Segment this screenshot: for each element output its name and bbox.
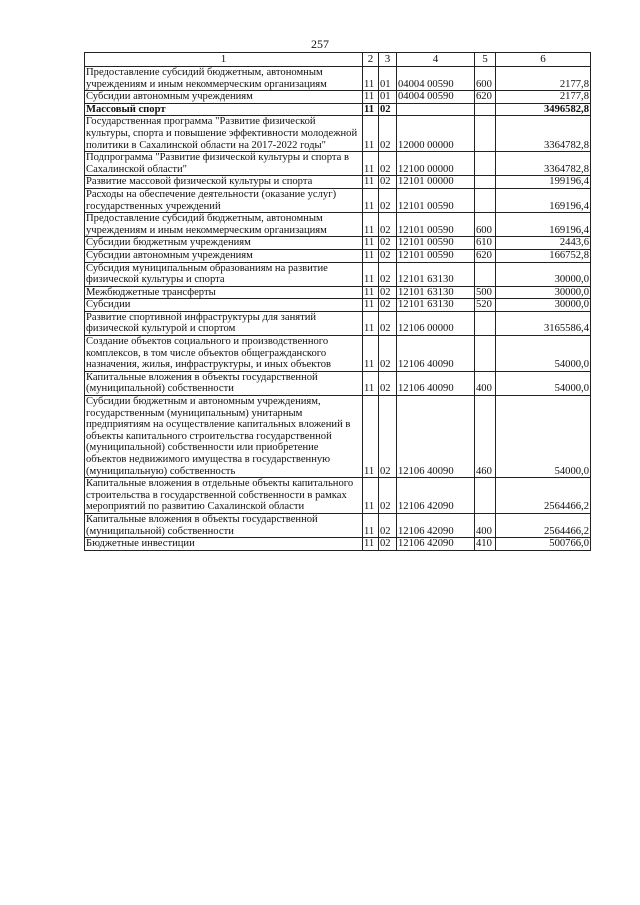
row-target-code-cell [397,103,475,116]
row-expense-type-cell [475,478,496,514]
header-col-6: 6 [496,53,591,67]
row-subsection-cell: 02 [379,286,397,299]
row-section-cell: 11 [363,188,379,212]
row-target-code-cell: 12101 00590 [397,249,475,262]
row-amount-cell: 3165586,4 [496,311,591,335]
row-subsection-cell: 02 [379,176,397,189]
row-subsection-cell: 01 [379,67,397,91]
row-subsection-cell: 02 [379,396,397,478]
row-expense-type-cell: 620 [475,249,496,262]
row-expense-type-cell [475,176,496,189]
row-target-code-cell: 12106 40090 [397,396,475,478]
row-subsection-cell: 02 [379,262,397,286]
table-row [85,213,591,237]
row-expense-type-cell [475,188,496,212]
row-section-cell: 11 [363,299,379,312]
row-name-cell: Развитие массовой физической культуры и спорта [85,176,363,189]
table-row [85,103,591,116]
table-row [85,188,591,212]
table-row [85,538,591,551]
row-expense-type-cell: 610 [475,237,496,250]
row-name-cell: Капитальные вложения в объекты государственной (муниципальной) собственности [85,513,363,537]
row-section-cell: 11 [363,396,379,478]
table-row [85,67,591,91]
table-row [85,286,591,299]
row-section-cell: 11 [363,371,379,395]
row-target-code-cell: 12101 00590 [397,213,475,237]
row-expense-type-cell [475,116,496,152]
row-expense-type-cell: 600 [475,213,496,237]
row-target-code-cell: 12106 42090 [397,513,475,537]
row-section-cell: 11 [363,237,379,250]
row-target-code-cell: 12106 00000 [397,311,475,335]
row-expense-type-cell: 520 [475,299,496,312]
table-header-row [85,53,591,67]
table-row [85,311,591,335]
row-section-cell: 11 [363,176,379,189]
row-amount-cell: 2564466,2 [496,513,591,537]
row-amount-cell: 2177,8 [496,67,591,91]
table-row [85,91,591,104]
row-expense-type-cell: 500 [475,286,496,299]
row-expense-type-cell: 620 [475,91,496,104]
row-subsection-cell: 01 [379,91,397,104]
row-amount-cell: 30000,0 [496,299,591,312]
row-amount-cell: 199196,4 [496,176,591,189]
row-section-cell: 11 [363,91,379,104]
row-name-cell: Субсидия муниципальным образованиям на развитие физической культуры и спорта [85,262,363,286]
header-col-3: 3 [379,53,397,67]
row-subsection-cell: 02 [379,152,397,176]
table-row [85,262,591,286]
row-expense-type-cell: 410 [475,538,496,551]
row-name-cell: Создание объектов социального и производственного комплексов, в том числе объектов общегражданского назначения, жилья, инфраструктуры, и иных объектов [85,336,363,372]
row-subsection-cell: 02 [379,237,397,250]
row-expense-type-cell: 460 [475,396,496,478]
row-section-cell: 11 [363,103,379,116]
row-section-cell: 11 [363,513,379,537]
row-name-cell: Подпрограмма "Развитие физической культуры и спорта в Сахалинской области" [85,152,363,176]
row-name-cell: Субсидии бюджетным учреждениям [85,237,363,250]
row-amount-cell: 3496582,8 [496,103,591,116]
row-amount-cell: 30000,0 [496,262,591,286]
row-target-code-cell: 12101 63130 [397,262,475,286]
header-col-5: 5 [475,53,496,67]
row-amount-cell: 3364782,8 [496,116,591,152]
row-name-cell: Субсидии автономным учреждениям [85,91,363,104]
row-section-cell: 11 [363,336,379,372]
table-row [85,176,591,189]
row-name-cell: Предоставление субсидий бюджетным, автономным учреждениям и иным некоммерческим организациям [85,67,363,91]
row-section-cell: 11 [363,478,379,514]
row-subsection-cell: 02 [379,371,397,395]
row-amount-cell: 169196,4 [496,213,591,237]
row-amount-cell: 2443,6 [496,237,591,250]
row-section-cell: 11 [363,538,379,551]
row-section-cell: 11 [363,249,379,262]
row-section-cell: 11 [363,67,379,91]
row-name-cell: Капитальные вложения в отдельные объекты капитального строительства в государственной собственности в рамках мероприятий по развитию Сахалинской области [85,478,363,514]
table-row [85,116,591,152]
row-subsection-cell: 02 [379,478,397,514]
row-target-code-cell: 12106 42090 [397,478,475,514]
row-amount-cell: 169196,4 [496,188,591,212]
row-name-cell: Субсидии [85,299,363,312]
header-col-2: 2 [363,53,379,67]
row-target-code-cell: 04004 00590 [397,67,475,91]
table-row [85,249,591,262]
row-name-cell: Субсидии автономным учреждениям [85,249,363,262]
row-subsection-cell: 02 [379,299,397,312]
row-section-cell: 11 [363,311,379,335]
row-amount-cell: 500766,0 [496,538,591,551]
row-target-code-cell: 12100 00000 [397,152,475,176]
row-section-cell: 11 [363,262,379,286]
row-amount-cell: 3364782,8 [496,152,591,176]
table-row [85,336,591,372]
header-col-4: 4 [397,53,475,67]
row-expense-type-cell [475,262,496,286]
row-subsection-cell: 02 [379,213,397,237]
row-subsection-cell: 02 [379,188,397,212]
row-amount-cell: 2564466,2 [496,478,591,514]
row-name-cell: Предоставление субсидий бюджетным, автономным учреждениям и иным некоммерческим организациям [85,213,363,237]
table-row [85,152,591,176]
row-amount-cell: 54000,0 [496,371,591,395]
row-expense-type-cell [475,103,496,116]
row-expense-type-cell [475,152,496,176]
row-subsection-cell: 02 [379,336,397,372]
row-name-cell: Развитие спортивной инфраструктуры для занятий физической культурой и спортом [85,311,363,335]
row-target-code-cell: 12106 42090 [397,538,475,551]
row-subsection-cell: 02 [379,103,397,116]
table-row [85,237,591,250]
page-number: 257 [311,37,329,51]
row-target-code-cell: 12000 00000 [397,116,475,152]
row-name-cell: Субсидии бюджетным и автономным учреждениям, государственным (муниципальным) унитарным предприятиям на осуществление капитальных вложений в объекты капитального строительства государственной (муниципальной) собственности или приобретение объектов недвижимого имущества в государственную (муниципальную) собственность [85,396,363,478]
row-amount-cell: 2177,8 [496,91,591,104]
table-row [85,513,591,537]
row-subsection-cell: 02 [379,513,397,537]
row-section-cell: 11 [363,286,379,299]
row-amount-cell: 166752,8 [496,249,591,262]
row-target-code-cell: 04004 00590 [397,91,475,104]
row-name-cell: Массовый спорт [85,103,363,116]
row-expense-type-cell [475,311,496,335]
row-target-code-cell: 12101 63130 [397,299,475,312]
row-expense-type-cell: 400 [475,371,496,395]
row-target-code-cell: 12101 63130 [397,286,475,299]
table-row [85,396,591,478]
row-expense-type-cell: 600 [475,67,496,91]
row-name-cell: Расходы на обеспечение деятельности (оказание услуг) государственных учреждений [85,188,363,212]
table-row [85,478,591,514]
row-subsection-cell: 02 [379,116,397,152]
budget-table [84,52,591,551]
row-amount-cell: 30000,0 [496,286,591,299]
row-expense-type-cell [475,336,496,372]
row-target-code-cell: 12101 00590 [397,188,475,212]
row-name-cell: Капитальные вложения в объекты государственной (муниципальной) собственности [85,371,363,395]
row-subsection-cell: 02 [379,249,397,262]
row-subsection-cell: 02 [379,311,397,335]
row-name-cell: Межбюджетные трансферты [85,286,363,299]
row-expense-type-cell: 400 [475,513,496,537]
row-amount-cell: 54000,0 [496,336,591,372]
row-target-code-cell: 12106 40090 [397,371,475,395]
row-target-code-cell: 12101 00000 [397,176,475,189]
row-target-code-cell: 12101 00590 [397,237,475,250]
row-target-code-cell: 12106 40090 [397,336,475,372]
table-row [85,371,591,395]
row-section-cell: 11 [363,116,379,152]
row-name-cell: Государственная программа "Развитие физической культуры, спорта и повышение эффективности молодежной политики в Сахалинской области на 2017-2022 годы" [85,116,363,152]
row-name-cell: Бюджетные инвестиции [85,538,363,551]
row-subsection-cell: 02 [379,538,397,551]
row-section-cell: 11 [363,213,379,237]
table-body [85,67,591,551]
row-amount-cell: 54000,0 [496,396,591,478]
row-section-cell: 11 [363,152,379,176]
table-row [85,299,591,312]
header-col-1: 1 [85,53,363,67]
